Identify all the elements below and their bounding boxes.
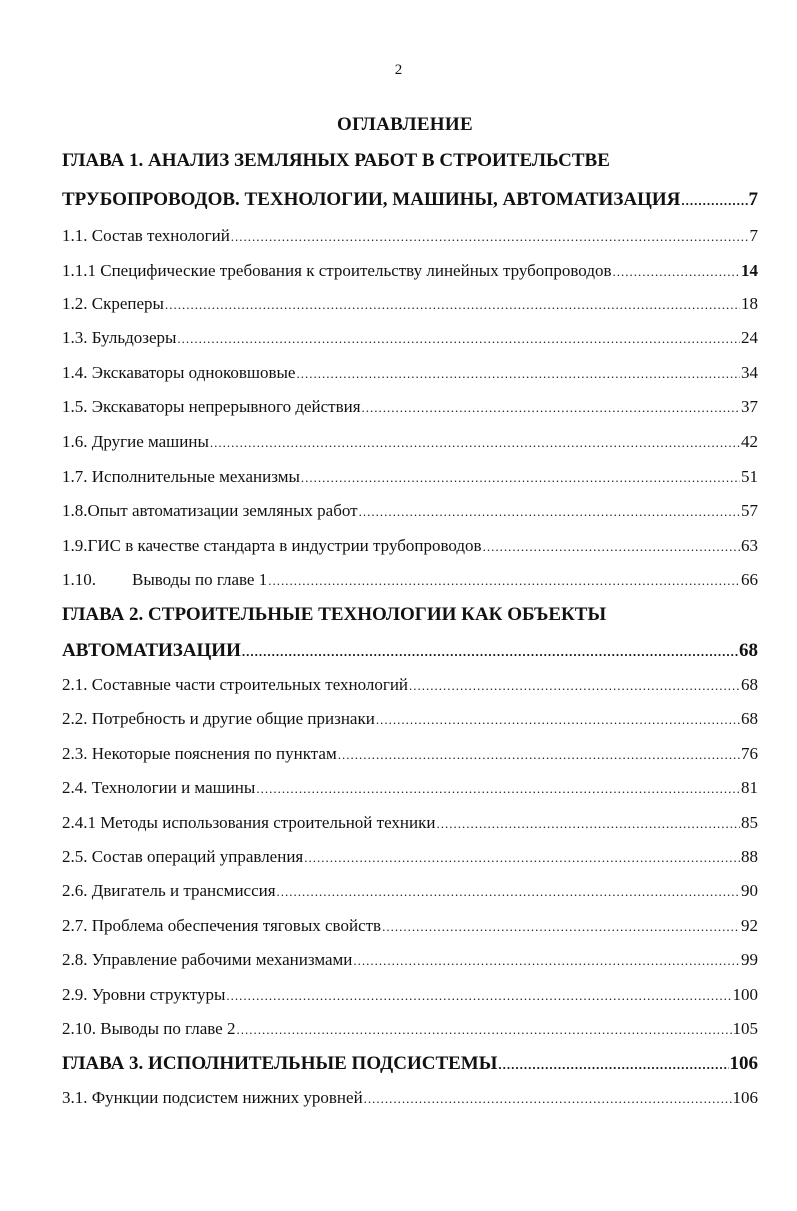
toc-entry-title: 1.2. Скреперы (62, 294, 164, 313)
toc-section-entry (62, 774, 758, 802)
toc-entry-title: 1.6. Другие машины (62, 432, 209, 451)
dot-leader (242, 638, 738, 666)
toc-chapter-entry (62, 147, 758, 175)
dot-leader (483, 533, 740, 561)
dot-leader (498, 1051, 728, 1079)
toc-chapter-entry (62, 601, 758, 629)
toc-entry-title: 2.5. Состав операций управления (62, 847, 304, 866)
toc-section-entry (62, 463, 758, 491)
toc-entry-title: 2.3. Некоторые пояснения по пунктам (62, 744, 337, 763)
toc-entry-title: 1.8.Опыт автоматизации земляных работ (62, 501, 358, 520)
toc-entry-title: 2.7. Проблема обеспечения тяговых свойств (62, 916, 382, 935)
toc-chapter-entry (62, 186, 758, 214)
toc-entry-page: 7 (749, 226, 758, 245)
toc-entry-page: 81 (741, 778, 758, 797)
toc-entry-title: 2.2. Потребность и другие общие признаки (62, 709, 375, 728)
dot-leader (382, 913, 740, 941)
toc-entry-title: 2.4.1 Методы использования строительной техники (62, 813, 436, 832)
toc-section-entry (62, 671, 758, 699)
toc-entry-page: 88 (741, 847, 758, 866)
dot-leader (268, 567, 740, 595)
toc-section-entry (62, 324, 758, 352)
toc-entry-page: 14 (741, 261, 758, 280)
dot-leader (362, 394, 740, 422)
toc-entry-page: 63 (741, 536, 758, 555)
dot-leader (236, 1016, 731, 1044)
toc-entry-title: ТРУБОПРОВОДОВ. ТЕХНОЛОГИИ, МАШИНЫ, АВТОМАТИЗАЦИЯ (62, 189, 681, 210)
toc-chapter-entry (62, 1050, 758, 1078)
toc-entry-page: 68 (739, 640, 758, 661)
toc-entry-title: ГЛАВА 1. АНАЛИЗ ЗЕМЛЯНЫХ РАБОТ В СТРОИТЕЛЬСТВЕ (62, 150, 610, 171)
toc-entry-title: АВТОМАТИЗАЦИИ (62, 640, 241, 661)
toc-section-entry (62, 877, 758, 905)
dot-leader (359, 498, 740, 526)
toc-entry-page: 92 (741, 916, 758, 935)
toc-section-entry (62, 566, 758, 594)
toc-entry-page: 37 (741, 397, 758, 416)
dot-leader (436, 810, 740, 838)
dot-leader (304, 844, 740, 872)
toc-entry-title: 1.9.ГИС в качестве стандарта в индустрии трубопроводов (62, 536, 482, 555)
toc-section-entry (62, 740, 758, 768)
toc-entry-page: 90 (741, 881, 758, 900)
toc-section-entry (62, 359, 758, 387)
toc-section-entry (62, 946, 758, 974)
toc-entry-page: 99 (741, 950, 758, 969)
toc-section-entry (62, 257, 758, 285)
toc-section-entry (62, 843, 758, 871)
toc-section-entry (62, 1015, 758, 1043)
toc-section-entry (62, 497, 758, 525)
toc-entry-title: 1.3. Бульдозеры (62, 328, 177, 347)
toc-entry-page: 106 (732, 1088, 758, 1107)
toc-entry-page: 34 (741, 363, 758, 382)
toc-entry-title: 1.7. Исполнительные механизмы (62, 467, 300, 486)
toc-entry-title: ГЛАВА 3. ИСПОЛНИТЕЛЬНЫЕ ПОДСИСТЕМЫ (62, 1053, 498, 1074)
dot-leader (338, 741, 740, 769)
dot-leader (613, 258, 741, 286)
toc-entry-title: 2.4. Технологии и машины (62, 778, 256, 797)
toc-title: ОГЛАВЛЕНИЕ (337, 114, 473, 135)
dot-leader (296, 360, 740, 388)
toc-section-entry (62, 532, 758, 560)
toc-entry-page: 66 (741, 570, 758, 589)
toc-section-entry (62, 809, 758, 837)
toc-entry-title: 1.5. Экскаваторы непрерывного действия (62, 397, 361, 416)
toc-section-entry (62, 981, 758, 1009)
toc-entry-page: 68 (741, 675, 758, 694)
toc-section-entry (62, 393, 758, 421)
dot-leader (376, 706, 740, 734)
toc-entry-page: 18 (741, 294, 758, 313)
dot-leader (226, 982, 731, 1010)
toc-entry-page: 42 (741, 432, 758, 451)
toc-entry-page: 106 (729, 1053, 758, 1074)
dot-leader (210, 429, 740, 457)
toc-entry-page: 57 (741, 501, 758, 520)
toc-entry-title: 1.1. Состав технологий (62, 226, 230, 245)
toc-section-entry (62, 912, 758, 940)
toc-entry-page: 100 (732, 985, 758, 1004)
toc-section-entry (62, 290, 758, 318)
toc-entry-title: 1.4. Экскаваторы одноковшовые (62, 363, 296, 382)
toc-entry-page: 24 (741, 328, 758, 347)
toc-entry-title: 2.8. Управление рабочими механизмами (62, 950, 353, 969)
page-number: 2 (394, 62, 403, 78)
toc-section-entry (62, 428, 758, 456)
dot-leader (177, 325, 740, 353)
toc-entry-title: 1.1.1 Специфические требования к строительству линейных трубопроводов (62, 261, 612, 280)
dot-leader (301, 464, 740, 492)
toc-section-entry (62, 1084, 758, 1112)
dot-leader (277, 878, 740, 906)
dot-leader (231, 223, 749, 251)
dot-leader (256, 775, 740, 803)
toc-section-entry (62, 222, 758, 250)
dot-leader (353, 947, 740, 975)
toc-entry-title: 2.6. Двигатель и трансмиссия (62, 881, 276, 900)
toc-entry-page: 76 (741, 744, 758, 763)
toc-entry-page: 7 (748, 189, 758, 210)
toc-entry-title: 3.1. Функции подсистем нижних уровней (62, 1088, 363, 1107)
toc-section-entry (62, 705, 758, 733)
dot-leader (165, 291, 740, 319)
toc-entry-page: 105 (732, 1019, 758, 1038)
toc-entry-page: 68 (741, 709, 758, 728)
toc-entry-page: 51 (741, 467, 758, 486)
toc-entry-title: ГЛАВА 2. СТРОИТЕЛЬНЫЕ ТЕХНОЛОГИИ КАК ОБЪЕКТЫ (62, 604, 607, 625)
dot-leader (364, 1085, 732, 1113)
toc-entry-title: 2.1. Составные части строительных технологий (62, 675, 409, 694)
toc-entry-number: 1.10. (62, 570, 96, 589)
dot-leader (409, 672, 740, 700)
toc-entry-title: 2.9. Уровни структуры (62, 985, 226, 1004)
dot-leader (681, 187, 747, 215)
toc-entry-title: Выводы по главе 1 (132, 570, 268, 589)
toc-chapter-entry (62, 637, 758, 665)
toc-entry-page: 85 (741, 813, 758, 832)
toc-entry-title: 2.10. Выводы по главе 2 (62, 1019, 236, 1038)
